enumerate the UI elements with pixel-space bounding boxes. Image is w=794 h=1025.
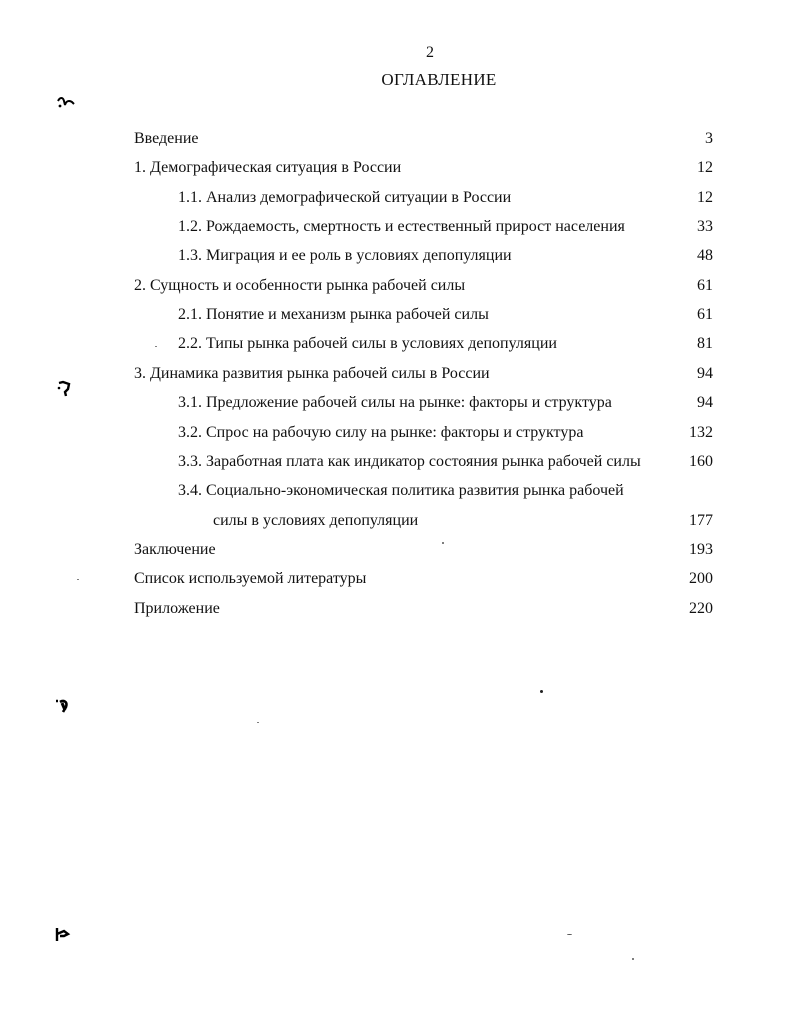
toc-entry-title: 3. Динамика развития рынка рабочей силы в России xyxy=(134,364,490,382)
binding-mark-icon xyxy=(54,698,70,716)
toc-entry-title: Список используемой литературы xyxy=(134,570,367,588)
toc-entry-page: 61 xyxy=(697,276,713,294)
binding-mark-icon xyxy=(56,95,76,109)
toc-entry xyxy=(0,303,794,327)
toc-entry xyxy=(0,421,794,445)
toc-entry-title: 2.1. Понятие и механизм рынка рабочей силы xyxy=(178,306,489,324)
scan-speck xyxy=(257,722,259,723)
toc-entry-page: 193 xyxy=(689,540,713,558)
toc-entry-title: 2.2. Типы рынка рабочей силы в условиях депопуляции xyxy=(178,335,557,353)
toc-entry-page: 81 xyxy=(697,335,713,353)
toc-entry xyxy=(0,127,794,151)
toc-entry xyxy=(0,567,794,591)
toc-entry-page: 220 xyxy=(689,599,713,617)
toc-entry-page: 61 xyxy=(697,306,713,324)
toc-entry-title: 2. Сущность и особенности рынка рабочей силы xyxy=(134,276,466,294)
toc-entry-title: 1.2. Рождаемость, смертность и естественный прирост населения xyxy=(178,218,625,236)
toc-entry-title: Приложение xyxy=(134,599,220,617)
toc-entry-page: 132 xyxy=(689,423,713,441)
toc-entry-page: 48 xyxy=(697,247,713,265)
page-number: 2 xyxy=(426,44,434,61)
toc-entry-page: 94 xyxy=(697,394,713,412)
toc-entry-title: силы в условиях депопуляции xyxy=(213,511,419,529)
toc-entry-page: 94 xyxy=(697,364,713,382)
toc-entry xyxy=(0,538,794,562)
toc-entry xyxy=(0,215,794,239)
scan-speck xyxy=(632,958,634,960)
toc-entry-title: Введение xyxy=(134,130,199,147)
toc-entry-page: 12 xyxy=(697,188,713,206)
toc-entry xyxy=(0,479,794,503)
toc-entry-title: 1.1. Анализ демографической ситуации в России xyxy=(178,188,512,206)
toc-entry-page: 3 xyxy=(705,130,713,147)
toc-entry-page: 160 xyxy=(689,452,713,470)
toc-entry-page: 177 xyxy=(689,511,713,529)
scan-speck xyxy=(77,579,79,580)
scan-speck xyxy=(540,690,543,693)
toc-entry xyxy=(0,362,794,386)
toc-entry xyxy=(0,509,794,533)
page-title: ОГЛАВЛЕНИЕ xyxy=(381,70,497,89)
toc-entry xyxy=(0,332,794,356)
toc-entry xyxy=(0,274,794,298)
toc-entry-title: 3.2. Спрос на рабочую силу на рынке: факторы и структура xyxy=(178,423,584,441)
scan-speck xyxy=(155,346,157,347)
toc-entry xyxy=(0,391,794,415)
toc-entry-page: 33 xyxy=(697,218,713,236)
toc-entry-title: 3.1. Предложение рабочей силы на рынке: факторы и структура xyxy=(178,394,612,412)
toc-entry xyxy=(0,597,794,621)
binding-mark-icon xyxy=(56,380,72,398)
toc-entry-title: 1. Демографическая ситуация в России xyxy=(134,159,402,177)
toc-entry xyxy=(0,244,794,268)
binding-mark-icon xyxy=(54,926,74,944)
toc-entry xyxy=(0,186,794,210)
scan-speck xyxy=(567,934,572,935)
toc-entry-title: 1.3. Миграция и ее роль в условиях депопуляции xyxy=(178,247,512,265)
toc-entry-page: 12 xyxy=(697,159,713,177)
toc-entry-title: Заключение xyxy=(134,540,216,558)
toc-entry-page: 200 xyxy=(689,570,713,588)
scan-speck xyxy=(442,542,444,544)
toc-entry xyxy=(0,156,794,180)
toc-entry-title: 3.4. Социально-экономическая политика развития рынка рабочей xyxy=(178,482,624,500)
toc-entry xyxy=(0,450,794,474)
toc-entry-title: 3.3. Заработная плата как индикатор состояния рынка рабочей силы xyxy=(178,452,641,470)
